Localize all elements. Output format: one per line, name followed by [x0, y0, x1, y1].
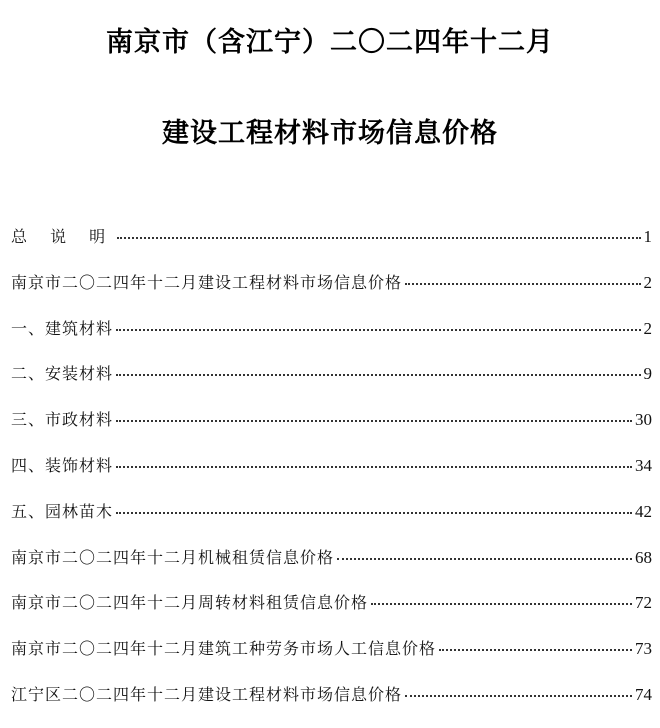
document-title-line-1: 南京市（含江宁）二〇二四年十二月	[106, 27, 554, 58]
toc-page-number: 1	[643, 227, 652, 246]
table-of-contents	[11, 224, 652, 728]
toc-entry-label: 四、装饰材料	[11, 455, 114, 475]
toc-page-number: 72	[635, 593, 652, 613]
toc-entry-label: 二、安装材料	[11, 364, 114, 384]
toc-entry-labor-prices[interactable]	[11, 636, 652, 682]
toc-dot-leader	[117, 237, 640, 239]
toc-entry-general-notes[interactable]	[11, 224, 652, 270]
toc-page-number: 34	[635, 455, 652, 475]
toc-page-number: 73	[635, 639, 652, 659]
toc-dot-leader	[337, 558, 632, 560]
toc-entry-label: 南京市二〇二四年十二月周转材料租赁信息价格	[11, 593, 369, 613]
toc-dot-leader	[116, 420, 632, 422]
toc-page-number: 2	[643, 272, 652, 292]
toc-entry-jiangning-material-prices[interactable]	[11, 682, 652, 728]
toc-dot-leader	[116, 512, 632, 514]
toc-page-number: 68	[635, 547, 652, 567]
toc-dot-leader	[405, 283, 640, 285]
toc-entry-label: 三、市政材料	[11, 410, 114, 430]
toc-entry-installation-materials[interactable]	[11, 361, 652, 407]
toc-entry-label: 总 说 明	[11, 227, 115, 246]
toc-page-number: 2	[643, 318, 652, 338]
toc-entry-label: 五、园林苗木	[11, 501, 114, 521]
toc-entry-municipal-materials[interactable]	[11, 407, 652, 453]
toc-dot-leader	[439, 649, 632, 651]
toc-entry-garden-seedlings[interactable]	[11, 499, 652, 545]
toc-entry-turnover-materials-leasing[interactable]	[11, 590, 652, 636]
toc-entry-label: 江宁区二〇二四年十二月建设工程材料市场信息价格	[11, 684, 403, 704]
toc-page-number: 30	[635, 410, 652, 430]
toc-entry-decoration-materials[interactable]	[11, 453, 652, 499]
toc-page-number: 42	[635, 501, 652, 521]
toc-entry-machinery-leasing[interactable]	[11, 545, 652, 591]
toc-page-number: 74	[635, 684, 652, 704]
toc-entry-nanjing-material-prices[interactable]	[11, 270, 652, 316]
toc-entry-label: 南京市二〇二四年十二月建设工程材料市场信息价格	[11, 272, 403, 292]
document-title-line-2: 建设工程材料市场信息价格	[162, 118, 498, 149]
toc-dot-leader	[116, 329, 640, 331]
toc-page-number: 9	[643, 364, 652, 384]
toc-entry-label: 南京市二〇二四年十二月机械租赁信息价格	[11, 547, 335, 567]
toc-dot-leader	[371, 603, 632, 605]
toc-entry-label: 南京市二〇二四年十二月建筑工种劳务市场人工信息价格	[11, 639, 437, 659]
toc-entry-building-materials[interactable]	[11, 316, 652, 362]
toc-dot-leader	[116, 374, 640, 376]
toc-entry-label: 一、建筑材料	[11, 318, 114, 338]
toc-dot-leader	[116, 466, 632, 468]
toc-dot-leader	[405, 695, 632, 697]
